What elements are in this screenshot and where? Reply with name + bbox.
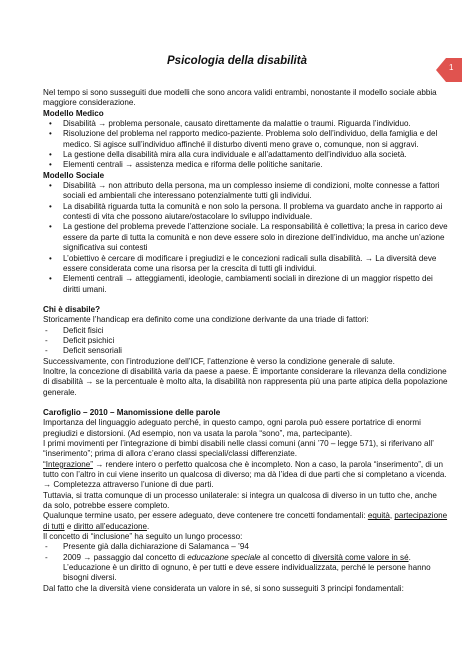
inclusione-paragraph: Il concetto di “inclusione” ha seguito un lungo processo: [43,532,243,542]
separator: , [389,511,395,521]
modello-medico-list [43,119,448,171]
concept-diritto: diritto all’educazione [73,521,147,531]
list-item: • Disabilità → non attributo della persona, ma un complesso insieme di condizioni, molte connesse a fattori sociali ed ambientali che interessano potenzialmente tutti gli individui. [43,181,448,202]
section-heading-chi-disabile: Chi è disabile? [43,304,101,314]
integrazione-definition: → rendere intero o perfetto qualcosa che è incompleto. Non a caso, la parola “inserimento”, di un tutto con l’altro in cui viene inserito un qualcosa di diverso; ma dà l’idea di due parti che si completano a vicenda. → Completezza attraverso l’unione di due parti. [43,459,447,490]
concept-equita: equità [367,511,390,521]
page-number: 1 [449,63,454,72]
list-item: • L’obiettivo è cercare di modificare i pregiudizi e le concezioni radicali sulla disabilità. → La diversità deve essere considerata come una risorsa per la crescita di tutti gli individui. [43,254,448,275]
integrazione-term: “Integrazione” [43,459,93,469]
document-body [43,88,448,594]
item-mid: al concetto di [260,552,313,562]
inserimento-paragraph: I primi movimenti per l’integrazione di bimbi disabili nelle classi comuni (anni ’70 – legge 571), si riferivano all’ “inserimento”; prima di allora c’erano classi speciali/classi differenziate. [43,439,434,459]
list-item: - Deficit sensoriali [43,346,448,356]
educazione-speciale-term: educazione speciale [187,552,261,562]
item-rest: . L’educazione è un diritto di ognuno, è per tutti e deve essere individualizzata, perché le persone hanno bisogni diversi. [63,552,431,583]
list-item: - Presente già dalla dichiarazione di Salamanca – ’94 [43,542,448,552]
concept-partecipazione: partecipazione di tutti [43,511,448,531]
list-item [43,553,448,584]
list-item: • Disabilità → problema personale, causato direttamente da malattie o traumi. Riguarda l’individuo. [43,119,448,129]
inclusione-list [43,542,448,583]
icf-paragraph: Successivamente, con l’introduzione dell’ICF, l’attenzione è verso la condizione generale di salute. [43,356,395,366]
item-lead: 2009 → passaggio dal concetto di [63,552,188,562]
list-item: • La disabilità riguarda tutta la comunità e non solo la persona. Il problema va guardato anche in rapporto ai contesti di vita che possono aiutare/ostacolare lo sviluppo individuale. [43,202,448,223]
chi-disabile-text: Storicamente l’handicap era definito come una condizione derivante da una triade di fattori: [43,315,369,325]
unilateral-paragraph: Tuttavia, si tratta comunque di un processo unilaterale: si integra un qualcosa di diverso in un tutto che, anche da solo, potrebbe essere completo. [43,490,437,511]
separator: e [64,521,74,531]
list-item: - Deficit psichici [43,336,448,346]
language-paragraph: Importanza del linguaggio adeguato perché, in questo campo, ogni parola può essere portatrice di enormi pregiudizi e distorsioni. (Ad esempio, non va usata la parola “sono”, ma, partecipante). [43,418,421,438]
separator: . [146,521,150,531]
list-item: • La gestione della disabilità mira alla cura individuale e all’adattamento dell’individuo alla società. [43,150,448,160]
concepts-lead: Qualunque termine usato, per essere adeguato, deve contenere tre concetti fondamentali: [43,511,368,521]
section-heading-modello-sociale: Modello Sociale [43,170,105,180]
integrazione-paragraph [43,460,448,491]
intro-paragraph: Nel tempo si sono susseguiti due modelli che sono ancora validi entrambi, nonostante il modello sociale abbia maggiore considerazione. [43,88,437,108]
list-item: • Elementi centrali → assistenza medica e riforma delle politiche sanitarie. [43,160,448,170]
variability-paragraph: Inoltre, la concezione di disabilità varia da paese a paese. È importante considerare la rilevanza della condizione di disabilità → se la percentuale è molto alta, la disabilità non rappresenta più una parte atipica della popolazione generale. [43,366,448,397]
section-heading-carofiglio: Carofiglio – 2010 – Manomissione delle parole [43,407,221,417]
diversita-valore-term: diversità come valore in sé [312,552,409,562]
list-item: • Elementi centrali → atteggiamenti, ideologie, cambiamenti sociali in direzione di un maggior rispetto dei diritti umani. [43,274,448,295]
list-item: • Risoluzione del problema nel rapporto medico-paziente. Problema solo dell’individuo, della famiglia e del medico. Si agisce sull’individuo affinché il disturbo diventi meno grave o, comunque, non si aggravi. [43,129,448,150]
concepts-paragraph [43,511,448,532]
section-heading-modello-medico: Modello Medico [43,108,104,118]
list-item: • La gestione del problema prevede l’attenzione sociale. La responsabilità è collettiva; la presa in carico deve essere da parte di tutta la comunità e non deve essere solo in direzione dell’individuo, ma anche un’azione significativa sui contesti [43,222,448,253]
document-title: Psicologia della disabilità [167,55,307,67]
deficit-list [43,326,448,357]
principles-paragraph: Dal fatto che la diversità viene considerata un valore in sé, si sono susseguiti 3 principi fondamentali: [43,583,404,593]
list-item: - Deficit fisici [43,326,448,336]
modello-sociale-list [43,181,448,295]
